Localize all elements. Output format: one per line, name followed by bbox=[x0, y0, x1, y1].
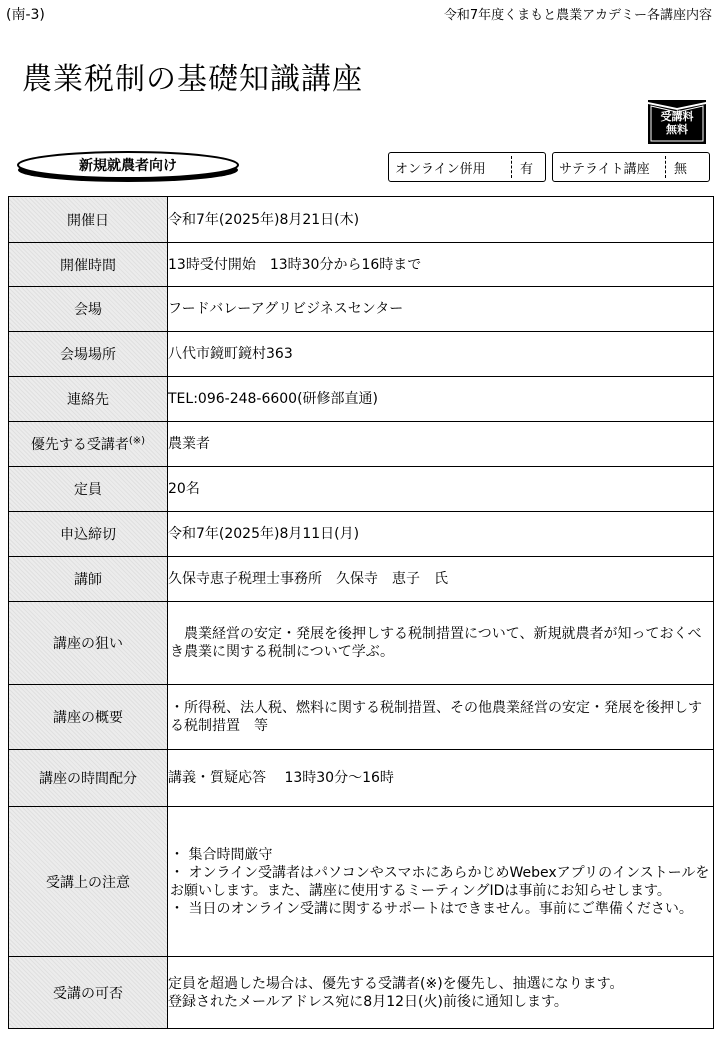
note-line: ・ 当日のオンライン受講に関するサポートはできません。事前にご準備ください。 bbox=[170, 900, 693, 917]
target-audience-badge bbox=[16, 150, 240, 184]
eligibility-line: 定員を超過した場合は、優先する受講者(※)を優先し、抽選になります。 bbox=[168, 975, 624, 992]
row-value-priority: 農業者 bbox=[168, 422, 714, 467]
row-value-eligibility bbox=[168, 957, 714, 1029]
note-line: ・ オンライン受講者はパソコンやスマホにあらかじめWebexアプリのインストールをお願いします。また、講座に使用するミーティングIDは事前にお知らせします。 bbox=[170, 864, 710, 899]
row-value-venue: フードバレーアグリビジネスセンター bbox=[168, 287, 714, 332]
satellite-option-value: 無 bbox=[665, 156, 695, 178]
row-value-contact: TEL:096-248-6600(研修部直通) bbox=[168, 377, 714, 422]
table-row bbox=[9, 750, 714, 807]
table-row bbox=[9, 377, 714, 422]
row-label-priority bbox=[9, 422, 168, 467]
badge-line2: 無料 bbox=[666, 123, 688, 136]
row-label-overview: 講座の概要 bbox=[9, 685, 168, 750]
row-value-time: 13時受付開始 13時30分から16時まで bbox=[168, 243, 714, 287]
satellite-option-box bbox=[552, 152, 710, 182]
course-info-table bbox=[8, 196, 714, 1029]
row-label-capacity: 定員 bbox=[9, 467, 168, 512]
table-row bbox=[9, 197, 714, 243]
table-row bbox=[9, 422, 714, 467]
table-row bbox=[9, 557, 714, 602]
row-label-notes: 受講上の注意 bbox=[9, 807, 168, 957]
online-option-value: 有 bbox=[511, 156, 541, 178]
row-label-aim: 講座の狙い bbox=[9, 602, 168, 685]
page-title: 農業税制の基礎知識講座 bbox=[22, 62, 363, 97]
row-value-schedule: 講義・質疑応答 13時30分～16時 bbox=[168, 750, 714, 807]
row-label-venue: 会場 bbox=[9, 287, 168, 332]
row-label-schedule: 講座の時間配分 bbox=[9, 750, 168, 807]
row-value-address: 八代市鏡町鏡村363 bbox=[168, 332, 714, 377]
row-value-deadline: 令和7年(2025年)8月11日(月) bbox=[168, 512, 714, 557]
row-label-priority-text: 優先する受講者 bbox=[30, 437, 129, 453]
page-code: (南-3) bbox=[6, 7, 45, 23]
row-label-contact: 連絡先 bbox=[9, 377, 168, 422]
row-label-eligibility: 受講の可否 bbox=[9, 957, 168, 1029]
table-row bbox=[9, 602, 714, 685]
table-row bbox=[9, 512, 714, 557]
row-value-date: 令和7年(2025年)8月21日(木) bbox=[168, 197, 714, 243]
online-option-label: オンライン併用 bbox=[395, 161, 486, 177]
row-label-address: 会場場所 bbox=[9, 332, 168, 377]
table-row bbox=[9, 243, 714, 287]
row-label-date: 開催日 bbox=[9, 197, 168, 243]
table-row bbox=[9, 287, 714, 332]
eligibility-line: 登録されたメールアドレス宛に8月12日(火)前後に通知します。 bbox=[168, 993, 568, 1010]
row-value-notes bbox=[168, 807, 714, 957]
note-line: ・ 集合時間厳守 bbox=[170, 846, 273, 863]
table-row bbox=[9, 332, 714, 377]
row-label-time: 開催時間 bbox=[9, 243, 168, 287]
free-tuition-badge bbox=[646, 98, 708, 146]
row-value-instructor: 久保寺恵子税理士事務所 久保寺 恵子 氏 bbox=[168, 557, 714, 602]
row-label-deadline: 申込締切 bbox=[9, 512, 168, 557]
badge-line1: 受講料 bbox=[660, 110, 694, 123]
table-row bbox=[9, 467, 714, 512]
series-title: 令和7年度くまもと農業アカデミー各講座内容 bbox=[443, 8, 712, 23]
row-value-capacity: 20名 bbox=[168, 467, 714, 512]
row-label-priority-note: (※) bbox=[128, 435, 146, 447]
table-row bbox=[9, 957, 714, 1029]
row-value-aim: 農業経営の安定・発展を後押しする税制措置について、新規就農者が知っておくべき農業に関する税制について学ぶ。 bbox=[168, 602, 714, 685]
row-label-instructor: 講師 bbox=[9, 557, 168, 602]
online-option-box bbox=[388, 152, 546, 182]
table-row bbox=[9, 807, 714, 957]
target-audience-label: 新規就農者向け bbox=[79, 158, 177, 174]
table-row bbox=[9, 685, 714, 750]
row-value-overview: ・所得税、法人税、燃料に関する税制措置、その他農業経営の安定・発展を後押しする税制措置 等 bbox=[168, 685, 714, 750]
satellite-option-label: サテライト講座 bbox=[559, 161, 650, 177]
